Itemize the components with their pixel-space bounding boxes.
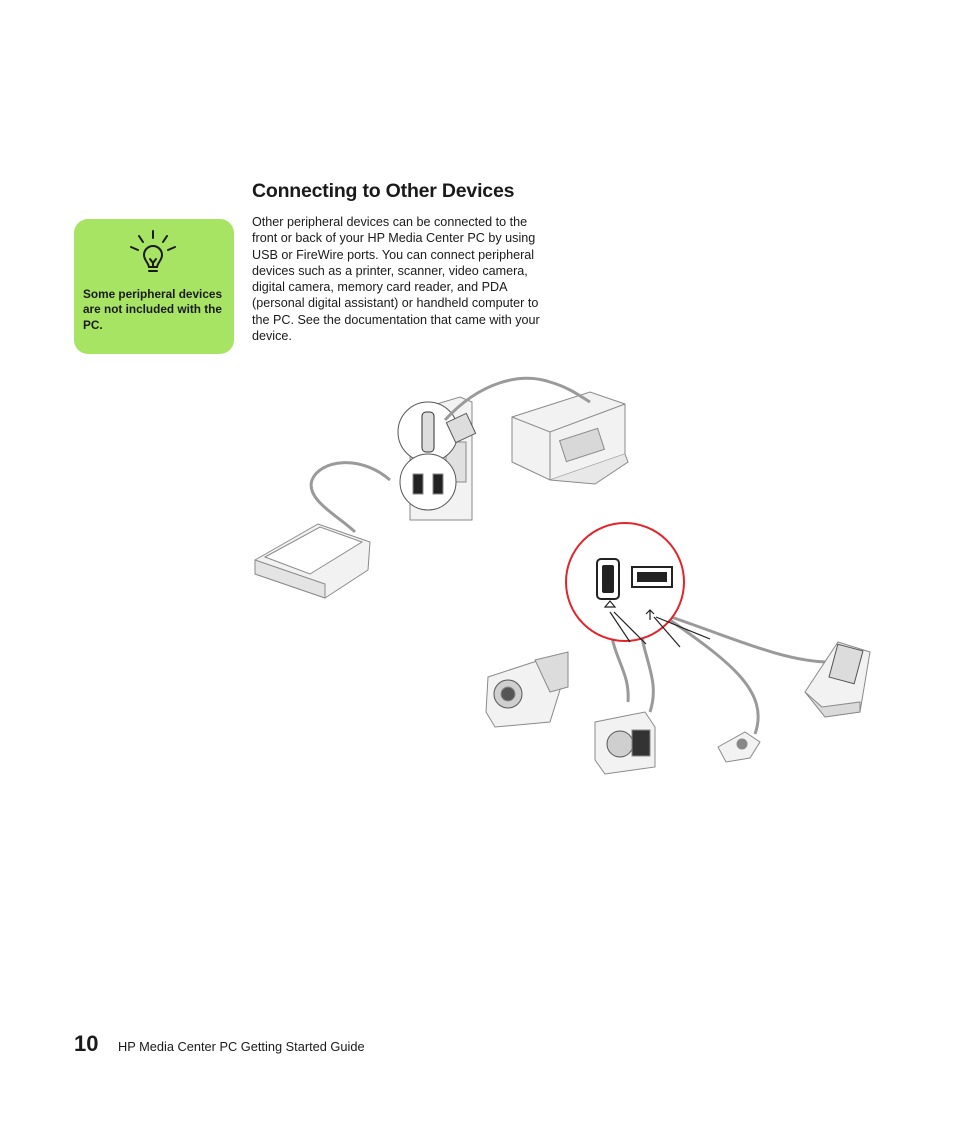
section-body: Other peripheral devices can be connected to the front or back of your HP Media Center PC by using USB or FireWire ports. You can connect peripheral devices such as a printer, scanner, video camera, digital camera, memory card reader, and PDA (personal digital assistant) or handheld computer to the PC. See the documentation that came with your device. [252, 215, 540, 344]
memory-card-reader [718, 732, 760, 762]
usb-ports-callout [400, 454, 456, 510]
tip-box [74, 219, 234, 354]
page-number: 10 [74, 1031, 99, 1056]
scanner [255, 524, 370, 598]
digital-camera [595, 712, 655, 774]
video-camera [486, 652, 568, 727]
section-title: Connecting to Other Devices [252, 180, 515, 202]
pda [805, 642, 870, 717]
device-connection-illustration [250, 362, 890, 782]
front-ports-callout [566, 523, 710, 647]
footer-guide-title: HP Media Center PC Getting Started Guide [118, 1039, 365, 1054]
printer [512, 392, 628, 484]
lightbulb-icon [127, 229, 179, 281]
tip-text: Some peripheral devices are not included with the PC. [83, 287, 223, 332]
